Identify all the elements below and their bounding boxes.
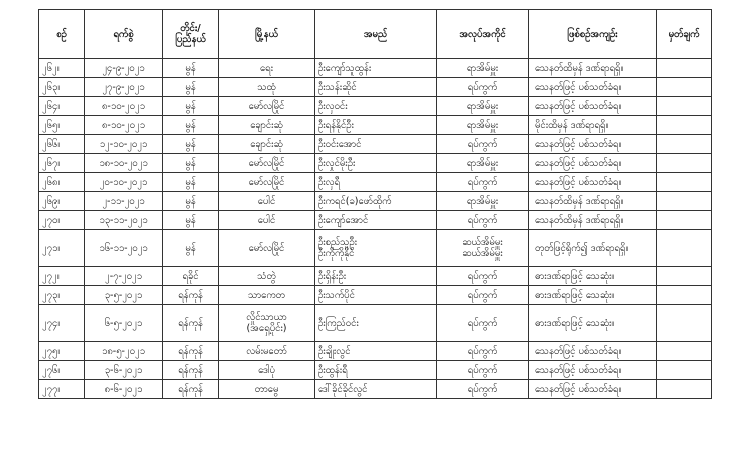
- cell-description: သေနတ်ဖြင့် ပစ်သတ်ခံရ။: [529, 342, 657, 361]
- cell-occupation-line: ရာအိမ်မှူး: [466, 157, 499, 169]
- table-row: [39, 342, 712, 361]
- cell-description: သေနတ်ဖြင့် ပစ်သတ်ခံရ။: [529, 97, 657, 116]
- cell-remark: [657, 135, 712, 154]
- cell-name-line: ဦးထွန်းရီ: [318, 364, 348, 376]
- cell-no: ၂၇၂။: [39, 267, 85, 286]
- cell-township: ပေါင်: [219, 211, 315, 230]
- cell-name-line: ဦးစည်သူဦး: [318, 237, 358, 248]
- cell-name-line: ဦးသန်းဆိုင်: [318, 81, 357, 93]
- cell-occupation-line: ရပ်ကွက်: [467, 317, 498, 329]
- cell-date: ၃-၆-၂၀၂၁: [85, 361, 163, 380]
- cell-region: မွန်: [163, 192, 219, 211]
- table-row: [39, 286, 712, 305]
- cell-name: [315, 59, 437, 78]
- cell-no: ၂၆၆။: [39, 135, 85, 154]
- cell-remark: [657, 59, 712, 78]
- cell-date: ၂၀-၁၀-၂၀၂၁: [85, 173, 163, 192]
- table-row: [39, 192, 712, 211]
- cell-remark: [657, 173, 712, 192]
- cell-township: သာကေတ: [219, 286, 315, 305]
- cell-region: ရန်ကုန်: [163, 380, 219, 399]
- cell-region: မွန်: [163, 230, 219, 267]
- cell-township: သထုံ: [219, 78, 315, 97]
- header-description: ဖြစ်စဉ်အကျဉ်း: [529, 10, 657, 59]
- cell-region: မွန်: [163, 97, 219, 116]
- table-row: [39, 135, 712, 154]
- cell-name-line: ဦးလှဝင်း: [318, 100, 348, 112]
- cell-date: ၂၄-၉-၂၀၂၁: [85, 59, 163, 78]
- cell-occupation-line: ရပ်ကွက်: [467, 289, 498, 301]
- cell-occupation: [437, 135, 529, 154]
- cell-occupation: [437, 230, 529, 267]
- cell-name: [315, 192, 437, 211]
- cell-name-line: ဦးသက်ပိုင်: [318, 289, 355, 301]
- cell-remark: [657, 380, 712, 399]
- cell-remark: [657, 116, 712, 135]
- cell-date: ၂၇-၉-၂၀၂၁: [85, 78, 163, 97]
- cell-region: ရန်ကုန်: [163, 305, 219, 342]
- cell-occupation-line: ရပ်ကွက်: [467, 345, 498, 357]
- cell-occupation: [437, 97, 529, 116]
- cell-occupation: [437, 267, 529, 286]
- table-row: [39, 78, 712, 97]
- cell-description: သေနတ်ဖြင့် ပစ်သတ်ခံရ။: [529, 78, 657, 97]
- cell-name-line: ဦးရှိန်းဦး: [318, 270, 347, 282]
- cell-name: [315, 361, 437, 380]
- cell-township: မော်လမြိုင်: [219, 154, 315, 173]
- table-row: [39, 380, 712, 399]
- cell-name-line: ဦးလှုင်မိုးဦး: [318, 157, 356, 169]
- cell-name: [315, 78, 437, 97]
- cell-date: ၂-၇-၂၀၂၁: [85, 267, 163, 286]
- cell-no: ၂၇၅။: [39, 342, 85, 361]
- cell-description: ဓားဒဏ်ရာဖြင့် သေဆုံး။: [529, 305, 657, 342]
- cell-date: ၃-၅-၂၀၂၁: [85, 286, 163, 305]
- cell-township: ချောင်းဆုံ: [219, 116, 315, 135]
- cell-date: ၁၃-၁၁-၂၀၂၁: [85, 211, 163, 230]
- cell-name-line: ဦးကြည်ဝင်း: [318, 317, 359, 329]
- cell-remark: [657, 78, 712, 97]
- cell-name: [315, 97, 437, 116]
- cell-name: [315, 135, 437, 154]
- cell-occupation: [437, 361, 529, 380]
- cell-description: သေနတ်ထိမှန် ဒဏ်ရာရရှိ။: [529, 59, 657, 78]
- cell-no: ၂၇၆။: [39, 361, 85, 380]
- header-date: ရက်စွဲ: [85, 10, 163, 59]
- cell-name: [315, 305, 437, 342]
- cell-township: မော်လမြိုင်: [219, 173, 315, 192]
- cell-name: [315, 342, 437, 361]
- table-row: [39, 97, 712, 116]
- cell-no: ၂၆၂။: [39, 59, 85, 78]
- table-row: [39, 116, 712, 135]
- cell-region: ရန်ကုန်: [163, 342, 219, 361]
- header-occupation: အလုပ်အကိုင်: [437, 10, 529, 59]
- cell-township-line: လှိုင်သာယာ: [246, 312, 287, 323]
- cell-date: ၆-၅-၂၀၂၁: [85, 305, 163, 342]
- cell-occupation-line: ရာအိမ်မှူး: [466, 100, 499, 112]
- cell-remark: [657, 230, 712, 267]
- cell-no: ၂၆၅။: [39, 116, 85, 135]
- cell-description: သေနတ်ဖြင့် ပစ်သတ်ခံရ။: [529, 380, 657, 399]
- cell-no: ၂၆၄။: [39, 97, 85, 116]
- cell-no: ၂၇၁။: [39, 230, 85, 267]
- cell-remark: [657, 267, 712, 286]
- cell-name-line: ဦးကရင်(ခ)ဖော်ထိုက်: [318, 195, 392, 207]
- cell-remark: [657, 211, 712, 230]
- cell-name-line: ဦးဝင်းအောင်: [318, 138, 362, 150]
- cell-remark: [657, 286, 712, 305]
- header-region: တိုင်း/ ပြည်နယ်: [163, 10, 219, 59]
- cell-remark: [657, 361, 712, 380]
- cell-name: [315, 116, 437, 135]
- cell-occupation-line: ရာအိမ်မှူး: [466, 195, 499, 207]
- cell-occupation-line: ရပ်ကွက်: [467, 214, 498, 226]
- cell-name-line: ဦးလှရီ: [318, 176, 341, 188]
- cell-description: မိုင်းထိမှန် ဒဏ်ရာရရှိ။: [529, 116, 657, 135]
- header-township: မြို့နယ်: [219, 10, 315, 59]
- cell-occupation: [437, 305, 529, 342]
- cell-date: ၁၆-၁၁-၂၀၂၁: [85, 230, 163, 267]
- cell-date: ၈-၁၀-၂၀၂၁: [85, 116, 163, 135]
- cell-name: [315, 154, 437, 173]
- cell-remark: [657, 305, 712, 342]
- cell-township: မော်လမြိုင်: [219, 97, 315, 116]
- header-no: စဉ်: [39, 10, 85, 59]
- cell-township-line: (အရှေ့ပိုင်း): [246, 323, 287, 334]
- cell-occupation: [437, 59, 529, 78]
- cell-occupation-line: ရပ်ကွက်: [467, 383, 498, 395]
- cell-region: မွန်: [163, 173, 219, 192]
- table-row: [39, 173, 712, 192]
- cell-description: တုတ်ဖြင့်ရိုက်၍ ဒဏ်ရာရရှိ။: [529, 230, 657, 267]
- cell-remark: [657, 192, 712, 211]
- cell-occupation: [437, 192, 529, 211]
- cell-region: ရခိုင်: [163, 267, 219, 286]
- cell-township: [219, 305, 315, 342]
- cell-region: ရန်ကုန်: [163, 361, 219, 380]
- table-row: [39, 305, 712, 342]
- cell-occupation: [437, 173, 529, 192]
- cell-no: ၂၆၉။: [39, 192, 85, 211]
- table-row: [39, 59, 712, 78]
- cell-township: ရေး: [219, 59, 315, 78]
- cell-occupation: [437, 380, 529, 399]
- cell-occupation: [437, 211, 529, 230]
- cell-occupation-line: ဆယ်အိမ်မှူး: [462, 237, 503, 248]
- cell-name: [315, 211, 437, 230]
- cell-occupation: [437, 116, 529, 135]
- cell-name: [315, 380, 437, 399]
- cell-date: ၁၈-၅-၂၀၂၁: [85, 342, 163, 361]
- cell-occupation-line: ရာအိမ်မှူး: [466, 119, 499, 131]
- cell-occupation-line: ရပ်ကွက်: [467, 138, 498, 150]
- cell-description: သေနတ်ဖြင့် ပစ်သတ်ခံရ။: [529, 135, 657, 154]
- cell-description: သေနတ်ဖြင့် ပစ်သတ်ခံရ။: [529, 361, 657, 380]
- cell-no: ၂၇၃။: [39, 286, 85, 305]
- cell-township: လမ်းမတော်: [219, 342, 315, 361]
- cell-region: ရန်ကုန်: [163, 286, 219, 305]
- incident-table: [38, 9, 712, 399]
- cell-name-line: ဦးရန်နိုင်ဦး: [318, 119, 354, 131]
- cell-date: ၁၈-၁၀-၂၀၂၁: [85, 154, 163, 173]
- cell-township: သံတွဲ: [219, 267, 315, 286]
- cell-region: မွန်: [163, 78, 219, 97]
- cell-description: သေနတ်ထိမှန် ဒဏ်ရာရရှိ။: [529, 192, 657, 211]
- cell-region: မွန်: [163, 211, 219, 230]
- cell-occupation: [437, 286, 529, 305]
- cell-no: ၂၇၀။: [39, 211, 85, 230]
- cell-no: ၂၆၈။: [39, 173, 85, 192]
- cell-date: ၂-၁၁-၂၀၂၁: [85, 192, 163, 211]
- cell-name-line: ဦးချိုးလွင်: [318, 345, 351, 357]
- cell-region: မွန်: [163, 116, 219, 135]
- cell-region: မွန်: [163, 154, 219, 173]
- table-row: [39, 267, 712, 286]
- cell-name: [315, 230, 437, 267]
- cell-occupation-line: ရာအိမ်မှူး: [466, 62, 499, 74]
- header-row: [39, 10, 712, 59]
- cell-township: တာမွေ: [219, 380, 315, 399]
- cell-occupation: [437, 78, 529, 97]
- cell-no: ၂၇၇။: [39, 380, 85, 399]
- cell-description: ဓားဒဏ်ရာဖြင့် သေဆုံး။: [529, 267, 657, 286]
- cell-remark: [657, 154, 712, 173]
- cell-name-line: ဒေါ်ခိုင်ခိုင်လွင်: [318, 383, 368, 395]
- cell-occupation: [437, 342, 529, 361]
- cell-occupation-line: ရပ်ကွက်: [467, 81, 498, 93]
- cell-township: ချောင်းဆုံ: [219, 135, 315, 154]
- table-row: [39, 230, 712, 267]
- cell-occupation-line: ရပ်ကွက်: [467, 270, 498, 282]
- cell-description: သေနတ်ဖြင့် ပစ်သတ်ခံရ။: [529, 154, 657, 173]
- cell-name-line: ဦးကျော်အောင်: [318, 214, 369, 226]
- cell-occupation-line: ရပ်ကွက်: [467, 364, 498, 376]
- cell-region: မွန်: [163, 59, 219, 78]
- header-remark: မှတ်ချက်: [657, 10, 712, 59]
- cell-no: ၂၇၄။: [39, 305, 85, 342]
- cell-township: ပေါင်: [219, 192, 315, 211]
- header-name: အမည်: [315, 10, 437, 59]
- cell-township: မော်လမြိုင်: [219, 230, 315, 267]
- table-row: [39, 361, 712, 380]
- cell-date: ၈-၆-၂၀၂၁: [85, 380, 163, 399]
- cell-date: ၁၂-၁၀-၂၀၂၁: [85, 135, 163, 154]
- cell-occupation-line: ရပ်ကွက်: [467, 176, 498, 188]
- cell-name-line: ဦးကျော်သူထွန်း: [318, 62, 372, 74]
- cell-no: ၂၆၃။: [39, 78, 85, 97]
- cell-remark: [657, 97, 712, 116]
- cell-no: ၂၆၇။: [39, 154, 85, 173]
- cell-name-line: ဦးကိုကိုနိုင်: [318, 248, 355, 259]
- cell-name: [315, 286, 437, 305]
- cell-name: [315, 173, 437, 192]
- cell-township: ဒေါပုံ: [219, 361, 315, 380]
- table-row: [39, 211, 712, 230]
- cell-occupation-line: ဆယ်အိမ်မှူး: [462, 248, 503, 259]
- cell-date: ၈-၁၀-၂၀၂၁: [85, 97, 163, 116]
- cell-region: မွန်: [163, 135, 219, 154]
- cell-description: ဓားဒဏ်ရာဖြင့် သေဆုံး။: [529, 286, 657, 305]
- cell-remark: [657, 342, 712, 361]
- cell-description: သေနတ်ထိမှန် ဒဏ်ရာရရှိ။: [529, 211, 657, 230]
- cell-occupation: [437, 154, 529, 173]
- cell-name: [315, 267, 437, 286]
- cell-description: သေနတ်ဖြင့် ပစ်သတ်ခံရ။: [529, 173, 657, 192]
- table-row: [39, 154, 712, 173]
